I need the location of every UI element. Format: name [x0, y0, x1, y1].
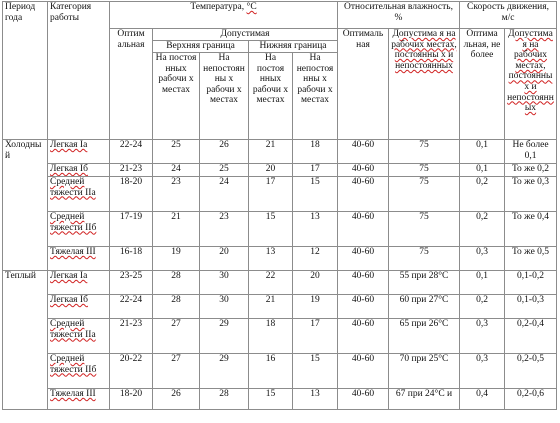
speed-permissible-cell: То же 0,4	[505, 212, 557, 247]
lower-non-permanent-cell: 20	[293, 271, 338, 295]
upper-permanent-cell: 24	[153, 164, 200, 177]
upper-non-permanent-cell: 24	[200, 177, 249, 212]
speed-optimal-cell: 0,2	[460, 177, 505, 212]
humidity-permissible-cell: 75	[389, 247, 460, 271]
lower-permanent-cell: 21	[249, 140, 293, 164]
optimal-temp-cell: 18-20	[110, 389, 153, 410]
upper-non-permanent-cell: 29	[200, 319, 249, 354]
optimal-temp-cell: 16-18	[110, 247, 153, 271]
upper-non-permanent-cell: 20	[200, 247, 249, 271]
humidity-optimal-cell: 40-60	[338, 319, 389, 354]
humidity-optimal-cell: 40-60	[338, 295, 389, 319]
upper-permanent-cell: 28	[153, 271, 200, 295]
table-row	[3, 271, 557, 295]
upper-non-permanent-cell: 29	[200, 354, 249, 389]
humidity-optimal-cell: 40-60	[338, 271, 389, 295]
humidity-permissible-cell: 75	[389, 164, 460, 177]
lower-non-permanent-cell: 17	[293, 319, 338, 354]
speed-optimal-cell: 0,1	[460, 271, 505, 295]
header-optimal-humidity: Оптималь ная	[338, 29, 389, 140]
header-permissible-temperature: Допустимая	[153, 29, 338, 41]
speed-optimal-cell: 0,2	[460, 212, 505, 247]
humidity-permissible-cell: 70 при 25°С	[389, 354, 460, 389]
optimal-temp-cell: 23-25	[110, 271, 153, 295]
lower-non-permanent-cell: 18	[293, 140, 338, 164]
table-row	[3, 247, 557, 271]
humidity-permissible-cell: 75	[389, 177, 460, 212]
lower-non-permanent-cell: 13	[293, 212, 338, 247]
upper-non-permanent-cell: 30	[200, 271, 249, 295]
header-humidity: Относительная влажность, %	[338, 2, 460, 29]
optimal-temp-cell: 21-23	[110, 319, 153, 354]
lower-permanent-cell: 15	[249, 389, 293, 410]
humidity-permissible-cell: 65 при 26°С	[389, 319, 460, 354]
period-cell-warm: Теплый	[3, 271, 48, 410]
speed-permissible-cell: 0,2-0,6	[505, 389, 557, 410]
upper-non-permanent-cell: 28	[200, 389, 249, 410]
lower-permanent-cell: 18	[249, 319, 293, 354]
humidity-permissible-cell: 75	[389, 212, 460, 247]
header-period: Период года	[3, 2, 48, 140]
header-lower-permanent: На постоя нных рабочи х местах	[249, 53, 293, 140]
period-cell-cold: Холодный	[3, 140, 48, 271]
optimal-temp-cell: 22-24	[110, 295, 153, 319]
speed-optimal-cell: 0,1	[460, 164, 505, 177]
speed-optimal-cell: 0,4	[460, 389, 505, 410]
humidity-optimal-cell: 40-60	[338, 354, 389, 389]
lower-non-permanent-cell: 17	[293, 164, 338, 177]
speed-permissible-cell: 0,2-0,4	[505, 319, 557, 354]
upper-non-permanent-cell: 23	[200, 212, 249, 247]
lower-permanent-cell: 22	[249, 271, 293, 295]
speed-optimal-cell: 0,3	[460, 319, 505, 354]
optimal-temp-cell: 18-20	[110, 177, 153, 212]
speed-permissible-cell: 0,1-0,2	[505, 271, 557, 295]
lower-non-permanent-cell: 15	[293, 354, 338, 389]
upper-permanent-cell: 21	[153, 212, 200, 247]
humidity-optimal-cell: 40-60	[338, 177, 389, 212]
header-speed: Скорость движения, м/с	[460, 2, 557, 29]
table-row	[3, 319, 557, 354]
upper-permanent-cell: 27	[153, 319, 200, 354]
category-cell: Средней тяжести IIа	[48, 177, 110, 212]
category-cell: Средней тяжести IIа	[48, 319, 110, 354]
table-row	[3, 354, 557, 389]
table-row	[3, 164, 557, 177]
category-cell: Тяжелая III	[48, 389, 110, 410]
speed-optimal-cell: 0,1	[460, 140, 505, 164]
header-optimal-speed: Оптима льная, не более	[460, 29, 505, 140]
table-row	[3, 295, 557, 319]
category-cell: Средней тяжести IIб	[48, 212, 110, 247]
table-row	[3, 389, 557, 410]
upper-permanent-cell: 19	[153, 247, 200, 271]
header-permissible-humidity: Допустима я на рабочих местах, постоянны х и непостоянных	[389, 29, 460, 140]
lower-permanent-cell: 13	[249, 247, 293, 271]
lower-permanent-cell: 15	[249, 212, 293, 247]
table-row	[3, 177, 557, 212]
optimal-temp-cell: 22-24	[110, 140, 153, 164]
speed-optimal-cell: 0,3	[460, 354, 505, 389]
header-permissible-speed: Допустима я на рабочих местах, постоянны х и непостоянных	[505, 29, 557, 140]
header-category: Категория работы	[48, 2, 110, 140]
header-lower-bound: Нижняя граница	[249, 41, 338, 53]
speed-permissible-cell: То же 0,5	[505, 247, 557, 271]
optimal-temp-cell: 21-23	[110, 164, 153, 177]
upper-permanent-cell: 28	[153, 295, 200, 319]
humidity-permissible-cell: 60 при 27°С	[389, 295, 460, 319]
category-cell: Легкая Iб	[48, 295, 110, 319]
humidity-optimal-cell: 40-60	[338, 164, 389, 177]
header-upper-bound: Верхняя граница	[153, 41, 249, 53]
lower-permanent-cell: 20	[249, 164, 293, 177]
upper-permanent-cell: 27	[153, 354, 200, 389]
upper-non-permanent-cell: 30	[200, 295, 249, 319]
humidity-permissible-cell: 55 при 28°С	[389, 271, 460, 295]
lower-permanent-cell: 17	[249, 177, 293, 212]
speed-permissible-cell: То же 0,3	[505, 177, 557, 212]
category-cell: Тяжелая III	[48, 247, 110, 271]
lower-permanent-cell: 16	[249, 354, 293, 389]
lower-non-permanent-cell: 13	[293, 389, 338, 410]
humidity-permissible-cell: 67 при 24°С и	[389, 389, 460, 410]
speed-optimal-cell: 0,2	[460, 295, 505, 319]
category-cell: Легкая Iа	[48, 271, 110, 295]
table-row	[3, 212, 557, 247]
upper-non-permanent-cell: 26	[200, 140, 249, 164]
header-lower-non-permanent: На непостоянны х рабочи х местах	[293, 53, 338, 140]
header-upper-non-permanent: На непостоянны х рабочи х местах	[200, 53, 249, 140]
humidity-permissible-cell: 75	[389, 140, 460, 164]
upper-permanent-cell: 23	[153, 177, 200, 212]
speed-permissible-cell: Не более 0,1	[505, 140, 557, 164]
optimal-temp-cell: 20-22	[110, 354, 153, 389]
speed-permissible-cell: 0,2-0,5	[505, 354, 557, 389]
category-cell: Средней тяжести IIб	[48, 354, 110, 389]
upper-permanent-cell: 26	[153, 389, 200, 410]
header-upper-permanent: На постоя нных рабочи х местах	[153, 53, 200, 140]
speed-permissible-cell: То же 0,2	[505, 164, 557, 177]
header-temperature: Температура, °С	[110, 2, 338, 29]
humidity-optimal-cell: 40-60	[338, 389, 389, 410]
lower-non-permanent-cell: 12	[293, 247, 338, 271]
humidity-optimal-cell: 40-60	[338, 212, 389, 247]
upper-non-permanent-cell: 25	[200, 164, 249, 177]
category-cell: Легкая Iб	[48, 164, 110, 177]
table-row	[3, 140, 557, 164]
category-cell: Легкая Iа	[48, 140, 110, 164]
header-optimal-temperature: Оптим альная	[110, 29, 153, 140]
speed-permissible-cell: 0,1-0,3	[505, 295, 557, 319]
lower-non-permanent-cell: 19	[293, 295, 338, 319]
optimal-temp-cell: 17-19	[110, 212, 153, 247]
lower-permanent-cell: 21	[249, 295, 293, 319]
lower-non-permanent-cell: 15	[293, 177, 338, 212]
speed-optimal-cell: 0,3	[460, 247, 505, 271]
humidity-optimal-cell: 40-60	[338, 140, 389, 164]
microclimate-table	[2, 1, 557, 410]
upper-permanent-cell: 25	[153, 140, 200, 164]
humidity-optimal-cell: 40-60	[338, 247, 389, 271]
